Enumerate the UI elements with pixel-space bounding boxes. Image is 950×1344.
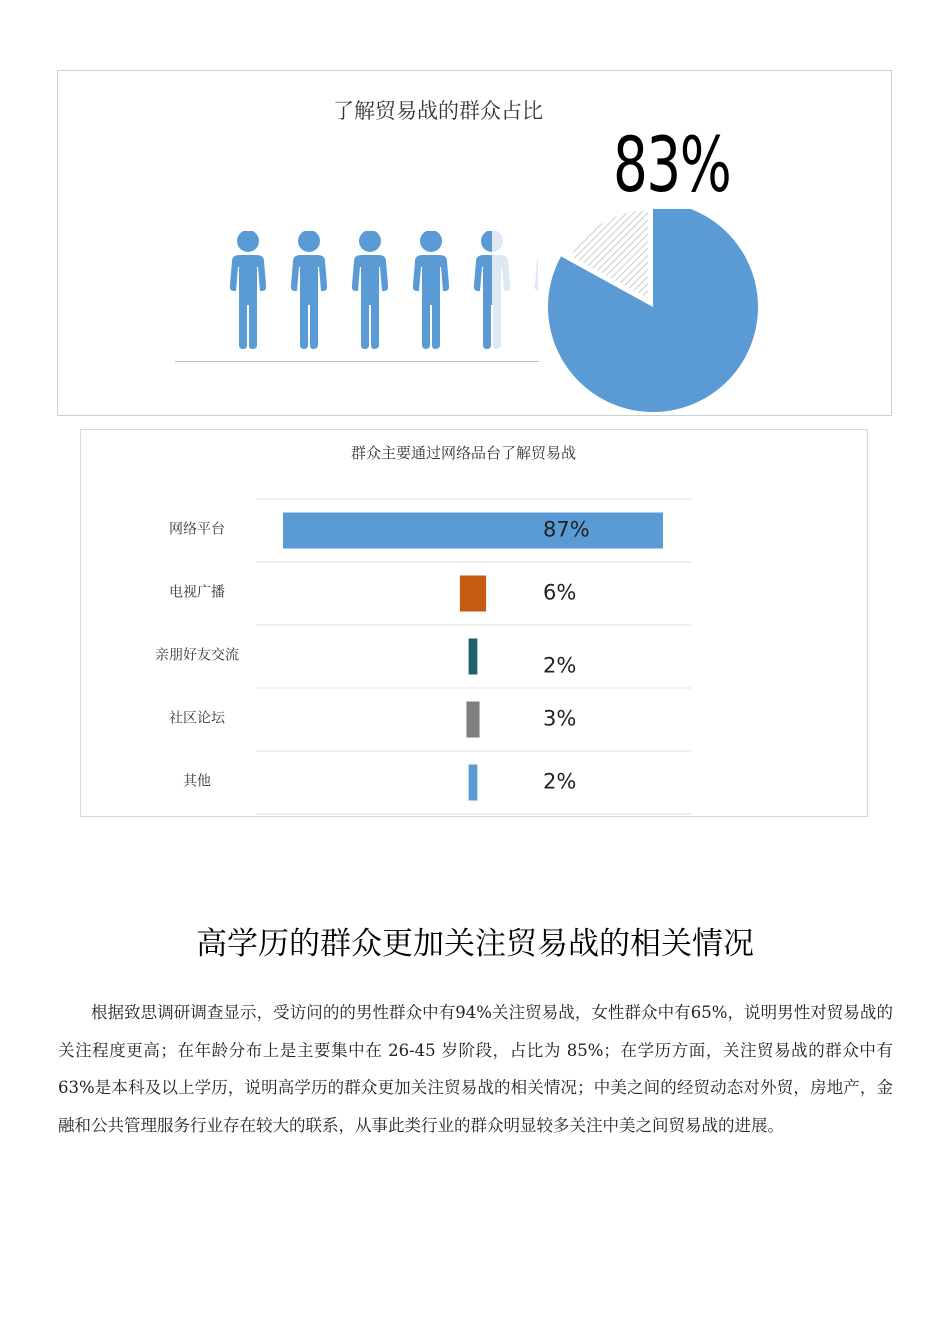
person-icon <box>352 231 388 349</box>
category-label: 其他 <box>183 773 211 790</box>
channel-bar-chart <box>81 430 869 818</box>
category-label: 亲朋好友交流 <box>155 647 239 664</box>
pie-slice-aware <box>548 209 758 412</box>
person-icon <box>291 231 327 349</box>
section-heading: 高学历的群众更加关注贸易战的相关情况 <box>196 926 754 962</box>
awareness-pie-chart <box>538 209 778 419</box>
awareness-chart-panel <box>57 70 892 416</box>
value-label: 87% <box>543 517 590 542</box>
channel-chart-panel <box>80 429 868 817</box>
person-icon <box>474 231 510 349</box>
bar <box>460 576 486 612</box>
channel-chart-title: 群众主要通过网络品台了解贸易战 <box>350 444 576 462</box>
bar <box>466 702 479 738</box>
people-pictogram <box>158 231 538 366</box>
value-label: 2% <box>543 769 577 794</box>
body-paragraph: 根据致思调研调查显示，受访问的的男性群众中有94%关注贸易战，女性群众中有65%，说明男性对贸易战的关注程度更高；在年龄分布上是主要集中在 26-45 岁阶段，占比为 85%；在学历方面，关注贸易战的群众中有63%是本科及以上学历，说明高学历的群众更加关注贸易战的相关情况；中美之间的经贸动态对外贸，房地产，金融和公共管理服务行业存在较大的联系，从事此类行业的群众明显较多关注中美之间贸易战的进展。 <box>58 1003 893 1135</box>
category-label: 网络平台 <box>169 521 225 538</box>
pie-value-label: 83% <box>613 120 731 209</box>
category-label: 社区论坛 <box>169 710 225 727</box>
value-label: 6% <box>543 580 577 605</box>
person-icon <box>413 231 449 349</box>
pictogram-baseline <box>175 361 539 362</box>
category-label: 电视广播 <box>169 584 225 601</box>
awareness-chart-title: 了解贸易战的群众占比 <box>333 99 543 123</box>
bar <box>283 513 663 549</box>
bar <box>469 765 478 801</box>
person-icon <box>230 231 266 349</box>
value-label: 3% <box>543 706 577 731</box>
value-label: 2% <box>543 653 577 678</box>
bar <box>469 639 478 675</box>
